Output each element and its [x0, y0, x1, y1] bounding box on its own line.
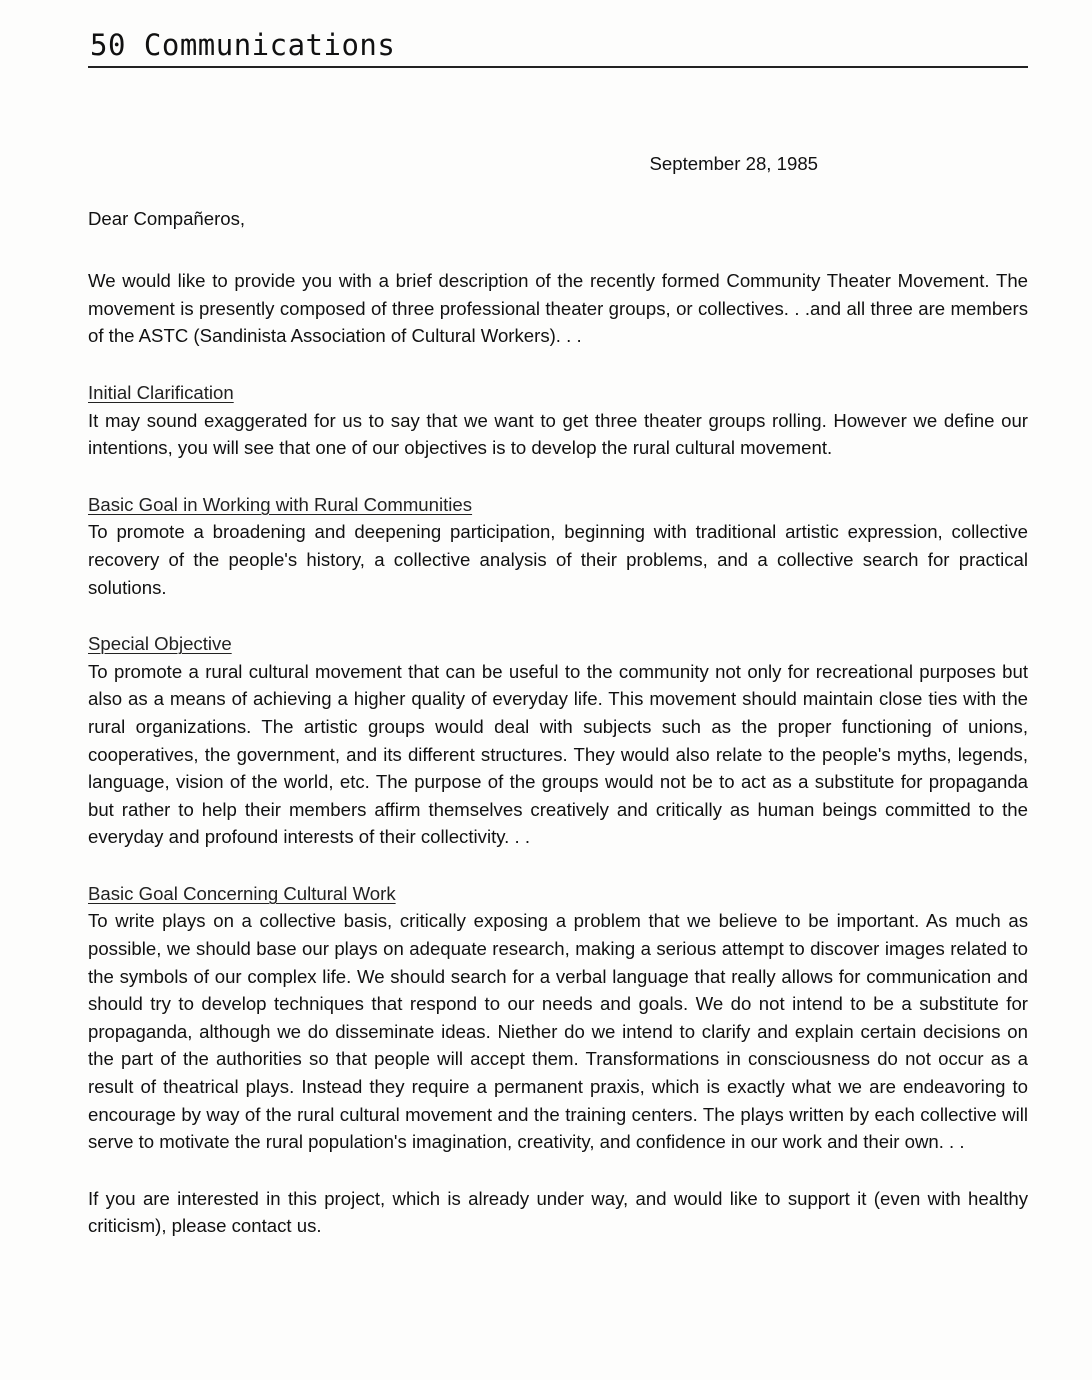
section-heading: Initial Clarification: [88, 381, 234, 403]
closing-section: [88, 1185, 1028, 1240]
section-basic-goal-cultural-work: [88, 880, 1028, 1156]
section-initial-clarification: [88, 379, 1028, 462]
section-paragraph: It may sound exaggerated for us to say that we want to get three theater groups rolling. However we define our intentions, you will see that one of our objectives is to develop the rural cultural movement.: [88, 409, 1028, 459]
header-rule: [88, 66, 1028, 68]
intro-paragraph: We would like to provide you with a brief description of the recently formed Community Theater Movement. The movement is presently composed of three professional theater groups, or collectives. . .and all three are members of the ASTC (Sandinista Association of Cultural Workers). . .: [88, 270, 1028, 347]
closing-paragraph: If you are interested in this project, which is already under way, and would like to support it (even with healthy criticism), please contact us.: [88, 1187, 1028, 1237]
section-basic-goal-rural: [88, 491, 1028, 601]
section-paragraph: To promote a broadening and deepening participation, beginning with traditional artistic expression, collective recovery of the people's history, a collective analysis of their problems, and a collective search for practical solutions.: [88, 521, 1028, 598]
page-number: 50: [90, 28, 126, 62]
letter-salutation: Dear Compañeros,: [88, 207, 246, 229]
section-heading: Basic Goal in Working with Rural Communities: [88, 493, 473, 515]
section-paragraph: To write plays on a collective basis, critically exposing a problem that we believe to be important. As much as possible, we should base our plays on adequate research, making a serious attempt to discover images related to the symbols of our complex life. We should search for a verbal language that really allows for communication and should try to develop techniques that respond to our needs and goals. We do not intend to be a substitute for propaganda, although we do disseminate ideas. Niether do we intend to clarify and explain certain decisions on the part of the authorities so that people will accept them. Transformations in consciousness do not occur as a result of theatrical plays. Instead they require a permanent praxis, which is exactly what we are endeavoring to encourage by way of the rural cultural movement and the training centers. The plays written by each collective will serve to motivate the rural population's imagination, creativity, and confidence in our work and their own. . .: [88, 910, 1028, 1153]
section-paragraph: To promote a rural cultural movement that can be useful to the community not only for recreational purposes but also as a means of achieving a higher quality of everyday life. This movement should maintain close ties with the rural organizations. The artistic groups would deal with subjects such as the proper functioning of unions, cooperatives, the government, and its different structures. They would also relate to the people's myths, legends, language, vision of the world, etc. The purpose of the groups would not be to act as a substitute for propaganda but rather to help their members affirm themselves creatively and critically as human beings committed to the everyday and profound interests of their collectivity. . .: [88, 660, 1028, 848]
section-special-objective: [88, 630, 1028, 851]
section-heading: Special Objective: [88, 633, 232, 655]
running-header: [90, 28, 1028, 62]
letter-date: September 28, 1985: [649, 153, 818, 174]
letter-body: [88, 150, 1028, 1240]
section-heading: Basic Goal Concerning Cultural Work: [88, 882, 396, 904]
running-title: Communications: [143, 28, 396, 62]
